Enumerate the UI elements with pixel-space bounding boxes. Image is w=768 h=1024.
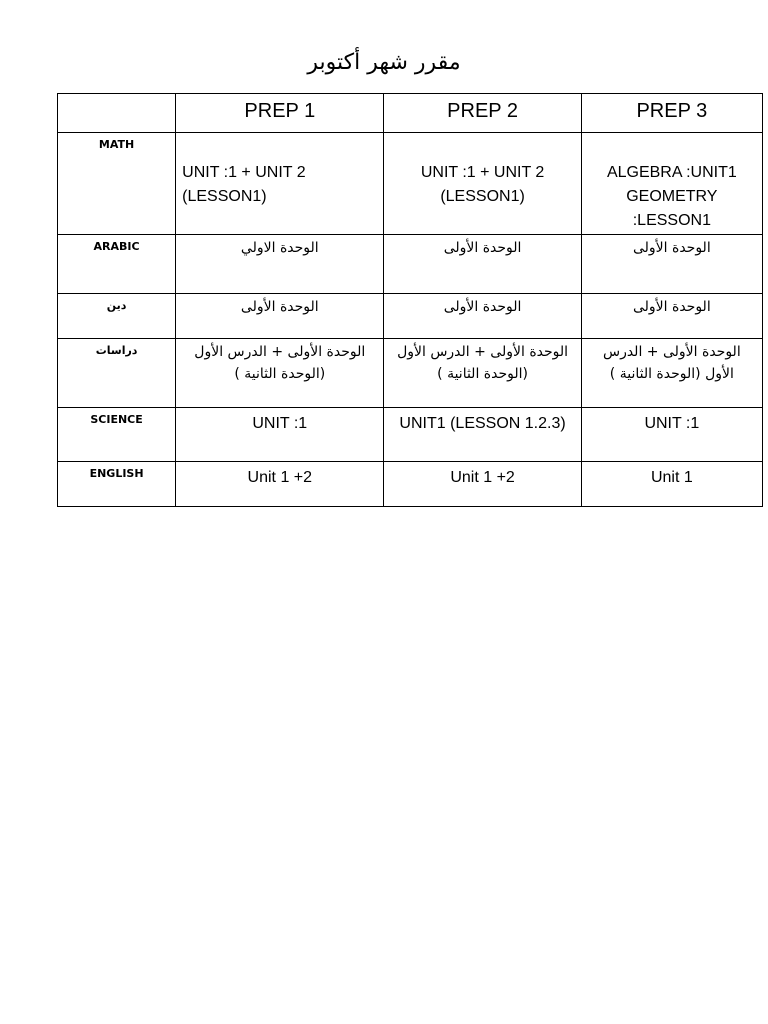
subject-cell: ENGLISH bbox=[58, 462, 176, 507]
subject-cell: MATH bbox=[58, 133, 176, 235]
table-cell: الوحدة الأولى bbox=[176, 294, 384, 339]
table-cell: الوحدة الأولى bbox=[384, 235, 581, 294]
table-cell: الوحدة الاولي bbox=[176, 235, 384, 294]
table-cell: UNIT :1 + UNIT 2 (LESSON1) bbox=[384, 133, 581, 235]
table-row-arabic bbox=[58, 235, 763, 294]
header-cell-blank bbox=[58, 94, 176, 133]
table-cell: الوحدة الأولى + الدرس الأول (الوحدة الثانية ) bbox=[581, 339, 762, 408]
table-cell: الوحدة الأولى bbox=[581, 294, 762, 339]
table-cell: UNIT :1 bbox=[176, 408, 384, 462]
subject-cell: دراسات bbox=[58, 339, 176, 408]
table-cell: الوحدة الأولى + الدرس الأول (الوحدة الثانية ) bbox=[384, 339, 581, 408]
table-cell: ALGEBRA :UNIT1 GEOMETRY :LESSON1 bbox=[581, 133, 762, 235]
table-header-row bbox=[58, 94, 763, 133]
header-cell-prep2: PREP 2 bbox=[384, 94, 581, 133]
table-row-math bbox=[58, 133, 763, 235]
table-row-religion bbox=[58, 294, 763, 339]
table-cell: الوحدة الأولى bbox=[384, 294, 581, 339]
page-title: مقرر شهر أكتوبر bbox=[307, 50, 461, 75]
subject-cell: دين bbox=[58, 294, 176, 339]
table-cell: UNIT :1 + UNIT 2 (LESSON1) bbox=[176, 133, 384, 235]
table-row-science bbox=[58, 408, 763, 462]
table-cell: الوحدة الأولى + الدرس الأول (الوحدة الثانية ) bbox=[176, 339, 384, 408]
table-cell: Unit 1 +2 bbox=[384, 462, 581, 507]
table-row-english bbox=[58, 462, 763, 507]
header-cell-prep3: PREP 3 bbox=[581, 94, 762, 133]
header-cell-prep1: PREP 1 bbox=[176, 94, 384, 133]
schedule-table bbox=[57, 93, 763, 507]
subject-cell: ARABIC bbox=[58, 235, 176, 294]
table-cell: الوحدة الأولى bbox=[581, 235, 762, 294]
table-cell: Unit 1 +2 bbox=[176, 462, 384, 507]
table-cell: UNIT :1 bbox=[581, 408, 762, 462]
table-cell: UNIT1 (LESSON 1.2.3) bbox=[384, 408, 581, 462]
subject-cell: SCIENCE bbox=[58, 408, 176, 462]
table-row-social-studies bbox=[58, 339, 763, 408]
table-cell: Unit 1 bbox=[581, 462, 762, 507]
